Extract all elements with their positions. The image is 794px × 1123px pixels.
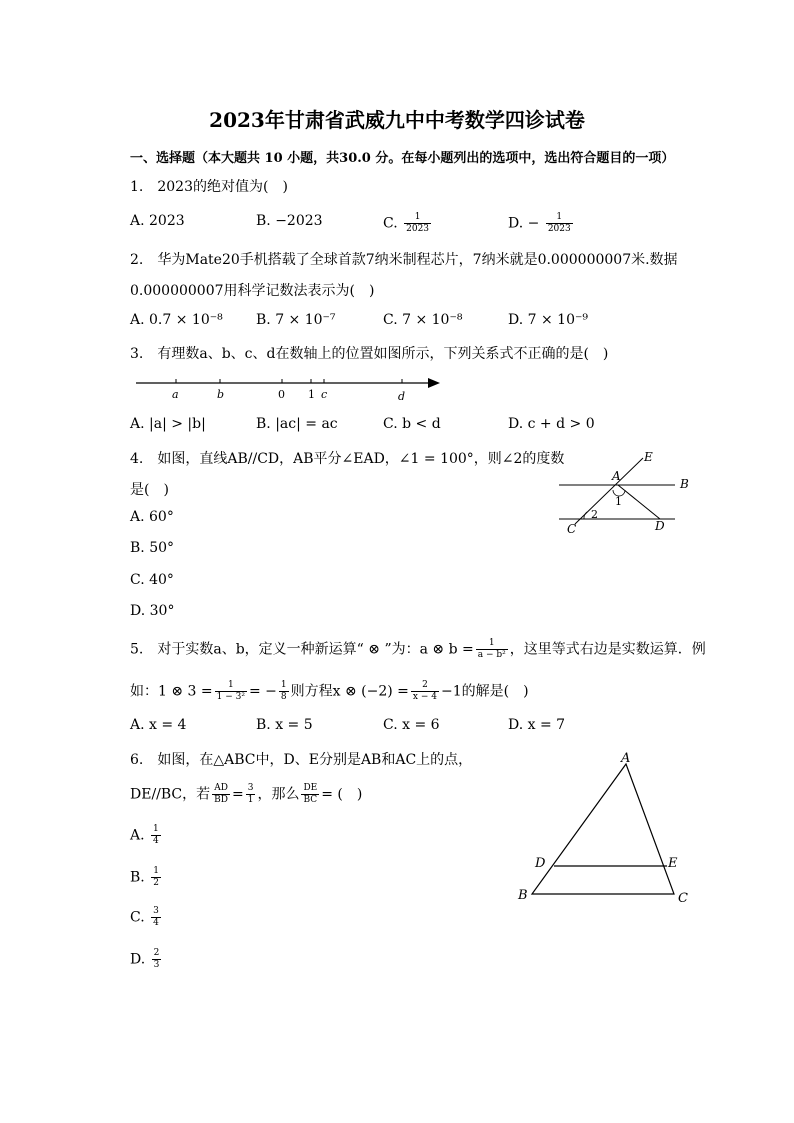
q3-option-c[interactable]: C. b < d xyxy=(383,416,441,432)
q3-option-d[interactable]: D. c + d > 0 xyxy=(508,416,595,432)
label-angle-1: 1 xyxy=(615,495,622,508)
q2-option-d[interactable]: D. 7 × 10⁻⁹ xyxy=(508,312,588,328)
fraction: $\frac{2}{x - 4}$ xyxy=(412,680,437,702)
label-a: A xyxy=(612,469,621,483)
fraction: $\frac{AD}{BD}$ xyxy=(214,783,228,805)
question-5-line-2 xyxy=(130,680,529,703)
q4-option-b[interactable]: B. 50° xyxy=(130,540,175,556)
option-label: B. xyxy=(130,869,145,886)
question-6-line-2 xyxy=(130,783,362,806)
fraction: $\frac{2}{3}$ xyxy=(153,948,160,970)
text: 如：1 ⊗ 3 = xyxy=(130,683,213,700)
fraction: $\frac{1}{8}$ xyxy=(280,680,287,702)
question-5-line-1 xyxy=(130,638,706,661)
q5-option-b[interactable]: B. x = 5 xyxy=(256,717,313,733)
axis-label-0: 0 xyxy=(278,388,285,401)
question-1-stem: 1. 2023的绝对值为( ) xyxy=(130,179,288,195)
q4-option-c[interactable]: C. 40° xyxy=(130,572,174,588)
label-c: C xyxy=(567,522,577,536)
option-label: C. xyxy=(130,909,145,926)
q2-option-b[interactable]: B. 7 × 10⁻⁷ xyxy=(256,312,336,328)
text: 5. 对于实数a、b，定义一种新运算“ ⊗ ”为：a ⊗ b = xyxy=(130,641,474,658)
label-e: E xyxy=(668,856,678,871)
text: = ( ) xyxy=(321,786,363,803)
label-c: C xyxy=(678,891,688,906)
axis-label-1: 1 xyxy=(308,388,315,401)
fraction: $\frac{1}{\text{a − b²}}$ xyxy=(477,638,506,660)
q1-option-d[interactable] xyxy=(508,212,575,235)
option-label: D. − xyxy=(508,215,540,232)
q2-option-c[interactable]: C. 7 × 10⁻⁸ xyxy=(383,312,463,328)
label-d: D xyxy=(535,856,546,871)
q6-option-a[interactable] xyxy=(130,824,163,847)
q2-option-a[interactable]: A. 0.7 × 10⁻⁸ xyxy=(130,312,223,328)
q3-option-b[interactable]: B. |ac| = ac xyxy=(256,416,338,432)
label-angle-2: 2 xyxy=(591,508,598,521)
number-line-figure xyxy=(132,372,444,406)
q1-option-a[interactable]: A. 2023 xyxy=(130,213,185,229)
fraction: $\frac{3}{1}$ xyxy=(247,783,254,805)
label-b: B xyxy=(680,477,689,491)
text: ，这里等式右边是实数运算．例 xyxy=(509,641,706,658)
label-e: E xyxy=(644,450,653,464)
q4-option-d[interactable]: D. 30° xyxy=(130,603,175,619)
q5-option-c[interactable]: C. x = 6 xyxy=(383,717,440,733)
text: = − xyxy=(248,683,277,700)
question-3-stem: 3. 有理数a、b、c、d在数轴上的位置如图所示，下列关系式不正确的是( ) xyxy=(130,346,609,362)
axis-label-c: c xyxy=(321,388,328,401)
parallel-lines-figure xyxy=(555,448,705,538)
text: = xyxy=(231,786,244,803)
q1-option-c[interactable] xyxy=(383,212,433,235)
fraction: $\frac{1}{\text{1 − 3²}}$ xyxy=(216,680,245,702)
question-2-line-1: 2. 华为Mate20手机搭载了全球首款7纳米制程芯片，7纳米就是0.000000007米.数据 xyxy=(130,252,678,268)
fraction: $\frac{1}{2}$ xyxy=(153,866,159,888)
fraction: $\frac{3}{4}$ xyxy=(153,906,159,928)
question-4-line-1: 4. 如图，直线AB//CD，AB平分∠EAD，∠1 = 100°，则∠2的度数 xyxy=(130,451,565,467)
q4-option-a[interactable]: A. 60° xyxy=(130,509,174,525)
text: DE//BC，若 xyxy=(130,786,211,803)
q5-option-d[interactable]: D. x = 7 xyxy=(508,717,566,733)
option-label: D. xyxy=(130,951,146,968)
page-title: 2023年甘肃省武威九中中考数学四诊试卷 xyxy=(209,108,585,132)
fraction: $\frac{DE}{BC}$ xyxy=(303,783,318,805)
fraction: $\frac{1}{4}$ xyxy=(153,824,159,846)
section-heading: 一、选择题（本大题共 10 小题，共30.0 分。在每小题列出的选项中，选出符合题目的一项） xyxy=(130,151,675,166)
q6-option-b[interactable] xyxy=(130,866,163,889)
q1-option-b[interactable]: B. −2023 xyxy=(256,213,323,229)
text: ，那么 xyxy=(257,786,300,803)
q6-option-c[interactable] xyxy=(130,906,163,929)
q3-option-a[interactable]: A. |a| > |b| xyxy=(130,416,206,432)
text: −1的解是( ) xyxy=(440,683,529,700)
question-2-line-2: 0.000000007用科学记数法表示为( ) xyxy=(130,283,375,299)
option-label: A. xyxy=(130,827,145,844)
q5-option-a[interactable]: A. x = 4 xyxy=(130,717,187,733)
q6-option-d[interactable] xyxy=(130,948,163,971)
text: 则方程x ⊗ (−2) = xyxy=(290,683,409,700)
label-b: B xyxy=(518,888,528,903)
axis-label-b: b xyxy=(217,388,225,401)
label-d: D xyxy=(655,519,665,533)
axis-label-d: d xyxy=(398,390,406,403)
axis-label-a: a xyxy=(172,388,179,401)
fraction: $\frac{1}{2023}$ xyxy=(547,212,571,234)
question-4-line-2: 是( ) xyxy=(130,482,169,498)
question-6-line-1: 6. 如图，在△ABC中，D、E分别是AB和AC上的点， xyxy=(130,752,473,768)
option-label: C. xyxy=(383,215,398,232)
label-a: A xyxy=(621,751,631,766)
triangle-figure xyxy=(510,748,700,910)
fraction: $\frac{1}{2023}$ xyxy=(406,212,430,234)
